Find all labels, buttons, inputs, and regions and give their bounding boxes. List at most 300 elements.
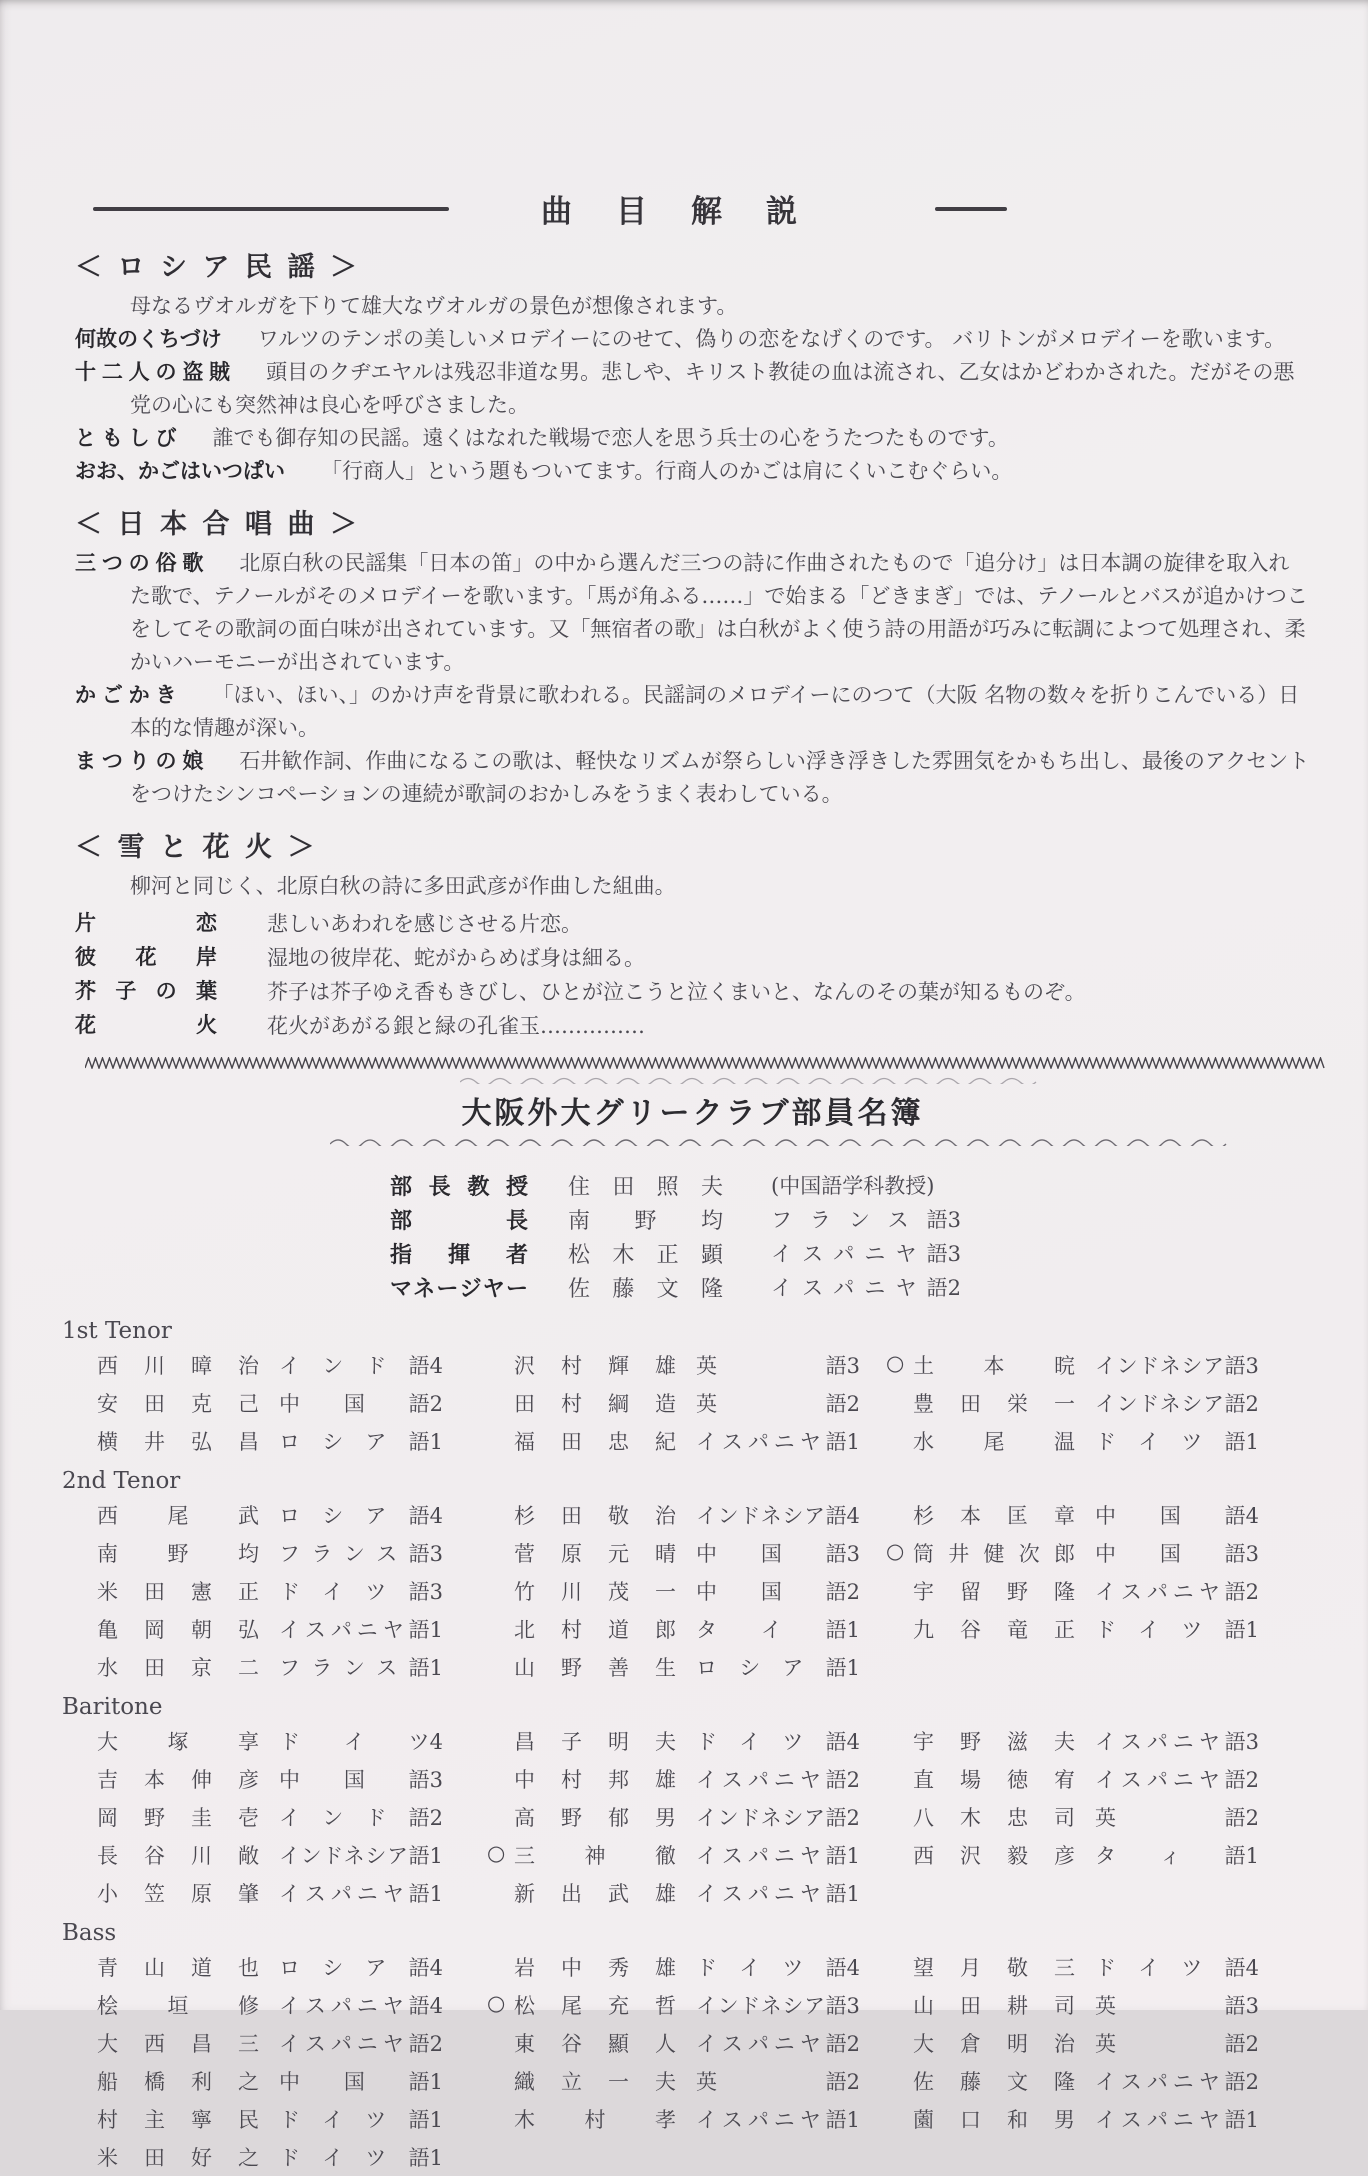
member-name-char: 北 <box>514 1618 535 1642</box>
member-name-char: 長 <box>97 1844 118 1868</box>
suite-song-item <box>75 907 1310 941</box>
member-language-char: シ <box>739 1656 761 1680</box>
member-language-char: シ <box>322 1430 344 1454</box>
voice-part-section <box>62 1694 1310 1912</box>
member-name-char: 田 <box>144 1580 165 1604</box>
song-note-text: 「ほい、ほい、」のかけ声を背景に歌われる。民謡詞のメロデイーにのつて（大阪 名物の数々を折りこんでいる）日本的な情趣が深い。 <box>130 683 1300 740</box>
member-name-char: 野 <box>561 1806 582 1830</box>
member-language-char: ヤ <box>799 1844 821 1868</box>
member-name <box>913 1726 1075 1756</box>
member-name-char: 秀 <box>608 1956 629 1980</box>
member-language <box>279 1990 443 2020</box>
section-heading-yuki: ＜ 雪 と 花 火 ＞ <box>75 832 319 862</box>
member-name <box>514 1764 676 1794</box>
suite-song-title-char: 花 <box>135 946 157 969</box>
member-language-char: 語2 <box>1224 1768 1259 1792</box>
member-language-char: イ <box>739 1956 761 1980</box>
member-name-char: 一 <box>655 1580 676 1604</box>
member-language <box>279 1538 443 1568</box>
member-language-char: ド <box>739 1504 761 1528</box>
member-language-char: ニ <box>773 1882 795 1906</box>
officer-name-char: 夫 <box>700 1174 723 1200</box>
member-language <box>1095 1802 1259 1832</box>
member-language-char: イ <box>1095 1392 1116 1416</box>
officer-role-char: ー <box>436 1275 459 1301</box>
member-name-char: 岡 <box>97 1806 118 1830</box>
member-language-char: ス <box>721 2032 743 2056</box>
roster-member <box>97 1422 514 1460</box>
officer-name-char: 住 <box>568 1174 591 1200</box>
member-language-char: 語3 <box>825 1542 860 1566</box>
member-language-char: 語2 <box>408 2032 443 2056</box>
roster-member <box>97 1346 514 1384</box>
member-name-char: 綱 <box>608 1392 629 1416</box>
section-japanese-chorus <box>75 502 1310 811</box>
member-name-char: 米 <box>97 2146 118 2170</box>
officer-role-char: 教 <box>467 1173 490 1199</box>
member-language-char: 語2 <box>1224 2070 1259 2094</box>
member-language <box>696 1802 860 1832</box>
member-language-char: シ <box>782 1806 804 1830</box>
suite-song-text: 悲しいあわれを感じさせる片恋。 <box>267 912 582 936</box>
member-language-char: ア <box>1202 1354 1224 1378</box>
officers-list <box>390 1168 1310 1304</box>
member-language-char: 語1 <box>1224 1844 1259 1868</box>
member-name <box>97 2066 259 2096</box>
member-language-char: パ <box>1146 1768 1168 1792</box>
member-name-char: 章 <box>1054 1504 1075 1528</box>
member-language <box>279 1426 443 1456</box>
member-language-char: ン <box>1116 1354 1138 1378</box>
member-language-char: イ <box>279 2032 300 2056</box>
member-language-char: ド <box>279 1580 300 1604</box>
member-language-char: パ <box>747 1844 769 1868</box>
member-name <box>514 1538 676 1568</box>
member-language-char: ア <box>365 1430 387 1454</box>
member-language-char: ド <box>279 1730 300 1754</box>
member-name-char: 口 <box>960 2108 981 2132</box>
roster-member <box>913 1572 1259 1610</box>
member-language-char: 中 <box>1095 1542 1116 1566</box>
roster-title: 大阪外大グリークラブ部員名簿 <box>461 1097 924 1130</box>
roster-member <box>97 2062 514 2100</box>
member-name-char: 道 <box>608 1618 629 1642</box>
officer-role-char: 者 <box>505 1241 528 1267</box>
member-name <box>514 1990 676 2020</box>
officer-role-char: ネ <box>413 1275 436 1301</box>
officer-role <box>390 1170 528 1201</box>
member-name-char: 享 <box>238 1730 259 1754</box>
roster-member <box>913 1798 1259 1836</box>
voice-part-label: Baritone <box>62 1694 163 1720</box>
voice-part-section <box>62 1920 1310 2176</box>
member-name-char: 哲 <box>655 1994 676 2018</box>
song-note-item <box>75 455 1310 488</box>
member-language <box>696 1388 860 1418</box>
member-language-char: イ <box>1095 2070 1116 2094</box>
member-name-char: 明 <box>608 1730 629 1754</box>
suite-song-text: 芥子は芥子ゆえ香もきびし、ひとが泣こうと泣くまいと、なんのその葉が知るものぞ。 <box>267 980 1086 1004</box>
song-note-text: 誰でも御存知の民謡。遠くはなれた戦場で恋人を思う兵士の心をうたつたものです。 <box>212 426 1009 450</box>
song-note-item <box>75 323 1310 356</box>
roster-member <box>886 1346 1259 1384</box>
member-language-char: ヤ <box>799 2032 821 2056</box>
member-language-char: ニ <box>356 1618 378 1642</box>
header-rule-left <box>93 207 449 211</box>
member-language <box>1095 1764 1259 1794</box>
officer-role-char: 長 <box>428 1173 451 1199</box>
member-language-char: パ <box>1146 2108 1168 2132</box>
voice-part-column <box>97 1948 514 2176</box>
member-language <box>696 1952 860 1982</box>
member-language-char: パ <box>1146 1730 1168 1754</box>
roster-member <box>97 2024 514 2062</box>
member-name-char: 村 <box>561 1392 582 1416</box>
member-language-char: タ <box>1095 1844 1116 1868</box>
roster-member <box>514 1534 913 1572</box>
officer-affiliation-char: ヤ <box>895 1276 917 1300</box>
member-name-char: 主 <box>144 2108 165 2132</box>
member-language-char: シ <box>1181 1354 1203 1378</box>
member-name-char: 山 <box>913 1994 934 2018</box>
member-language-char: ド <box>279 2108 300 2132</box>
voice-part-column <box>514 1346 913 1460</box>
member-name-char: 村 <box>97 2108 118 2132</box>
member-name-char: 田 <box>144 1392 165 1416</box>
member-name-char: 正 <box>1054 1618 1075 1642</box>
member-language-char: ア <box>803 1504 825 1528</box>
member-name-char: 輝 <box>608 1354 629 1378</box>
suite-song-item <box>75 975 1310 1009</box>
member-language <box>279 1952 443 1982</box>
member-name-char: 川 <box>144 1354 165 1378</box>
member-name-char: 温 <box>1054 1430 1075 1454</box>
member-language-char: 語2 <box>1224 1580 1259 1604</box>
roster-member <box>913 2100 1259 2138</box>
member-name <box>913 1840 1075 1870</box>
member-language-char: 語1 <box>825 1656 860 1680</box>
member-language-char: タ <box>696 1618 717 1642</box>
member-name-char: 郎 <box>655 1618 676 1642</box>
officer-affiliation-char: イ <box>771 1242 792 1266</box>
member-language-char: パ <box>747 1430 769 1454</box>
member-name-char: 山 <box>144 1956 165 1980</box>
officer-affiliation-char: イ <box>771 1276 792 1300</box>
zigzag-divider <box>85 1057 1310 1069</box>
voice-part-column <box>514 1496 913 1686</box>
member-language-char: ツ <box>365 2108 387 2132</box>
member-language-char: 語2 <box>1224 2032 1259 2056</box>
member-language-char: 語4 <box>408 1994 443 2018</box>
member-name <box>913 1802 1075 1832</box>
officer-role-char: ー <box>505 1275 528 1301</box>
member-language-char: ド <box>322 1844 344 1868</box>
member-language-char: ツ <box>365 1580 387 1604</box>
member-name-char: 晴 <box>655 1542 676 1566</box>
roster-member <box>514 1346 913 1384</box>
member-language-char: ド <box>739 1994 761 2018</box>
member-name-char: 井 <box>144 1430 165 1454</box>
member-language <box>696 1764 860 1794</box>
officer-affiliation: (中国語学科教授) <box>771 1174 935 1198</box>
member-name <box>913 2028 1075 2058</box>
member-language-char: シ <box>1181 1392 1203 1416</box>
member-roster <box>62 1318 1310 2176</box>
member-name-char: 水 <box>913 1430 934 1454</box>
member-language-char: ヤ <box>799 1882 821 1906</box>
roster-member <box>514 2100 913 2138</box>
member-name-char: 薗 <box>913 2108 934 2132</box>
member-language-char: 語2 <box>825 2032 860 2056</box>
member-name-char: 己 <box>238 1392 259 1416</box>
member-name-char: 村 <box>584 2108 606 2132</box>
song-note-label: ま つ り の 娘 <box>75 750 204 773</box>
member-language-char: イ <box>1095 2108 1116 2132</box>
member-language-char: ロ <box>279 1956 300 1980</box>
member-name-char: 雄 <box>655 1956 676 1980</box>
member-name-char: 隆 <box>1054 2070 1075 2094</box>
member-name-char: 米 <box>97 1580 118 1604</box>
member-language-char: ア <box>365 1504 387 1528</box>
member-name-char: 朝 <box>191 1618 212 1642</box>
member-language-char: ヤ <box>1198 1730 1220 1754</box>
member-language-char: ス <box>1120 2070 1142 2094</box>
voice-part-section <box>62 1318 1310 1460</box>
member-name-char: 茂 <box>608 1580 629 1604</box>
member-name-char: 子 <box>561 1730 582 1754</box>
member-language-char: 語1 <box>408 1844 443 1868</box>
member-language-char: イ <box>696 2108 717 2132</box>
member-name-char: 川 <box>561 1580 582 1604</box>
member-language-char: 語3 <box>1224 1730 1259 1754</box>
member-name-char: 木 <box>960 1806 981 1830</box>
roster-member <box>913 1836 1259 1874</box>
officer-name <box>568 1238 723 1269</box>
officer-row <box>390 1236 1310 1270</box>
member-language <box>1095 2104 1259 2134</box>
member-language-char: ス <box>1120 1580 1142 1604</box>
member-name-char: 田 <box>561 1504 582 1528</box>
roster-member <box>913 2062 1259 2100</box>
section-intro-yuki: 柳河と同じく、北原白秋の詩に多田武彦が作曲した組曲。 <box>130 874 676 898</box>
member-name-char: 男 <box>655 1806 676 1830</box>
member-name-char: 野 <box>167 1542 189 1566</box>
member-name-char: 晥 <box>1054 1354 1075 1378</box>
member-language-char: ア <box>803 1806 825 1830</box>
member-language-char: ニ <box>1172 1730 1194 1754</box>
member-language-char: 語1 <box>408 2146 443 2170</box>
member-language-char: 語3 <box>825 1994 860 2018</box>
member-name-char: 竹 <box>514 1580 535 1604</box>
member-language-char: ン <box>717 1994 739 2018</box>
roster-member <box>487 1836 913 1874</box>
member-name-char: 田 <box>144 2146 165 2170</box>
member-name-char: 克 <box>191 1392 212 1416</box>
member-name-char: 明 <box>1007 2032 1028 2056</box>
member-language-char: 中 <box>279 2070 300 2094</box>
roster-member <box>97 1534 514 1572</box>
member-name-char: 佐 <box>913 2070 934 2094</box>
roster-member <box>913 1610 1259 1648</box>
member-name-char: 直 <box>913 1768 934 1792</box>
member-name-char: 顯 <box>608 2032 629 2056</box>
officer-affiliation-char: パ <box>833 1276 855 1300</box>
member-language-char: 語2 <box>1224 1392 1259 1416</box>
member-language-char: シ <box>782 1994 804 2018</box>
member-language-char: ア <box>782 1656 804 1680</box>
member-language-char: ス <box>304 1994 326 2018</box>
member-name-char: 谷 <box>561 2032 582 2056</box>
member-name-char: 也 <box>238 1956 259 1980</box>
member-language-char: ヤ <box>382 2032 404 2056</box>
suite-song-title <box>75 907 217 941</box>
member-name <box>514 1952 676 1982</box>
member-name <box>514 1840 676 1870</box>
song-note-item <box>75 547 1310 679</box>
member-language-char: 語4 <box>408 1504 443 1528</box>
member-language-char: ン <box>1116 1392 1138 1416</box>
member-name-char: 弘 <box>238 1618 259 1642</box>
member-language-char: イ <box>696 2032 717 2056</box>
member-name <box>514 1878 676 1908</box>
officer-role <box>390 1204 528 1235</box>
member-language <box>1095 1840 1259 1870</box>
member-language-char: イ <box>696 1844 717 1868</box>
song-note-label: 三 つ の 俗 歌 <box>75 552 204 575</box>
member-language-char: 語1 <box>825 1430 860 1454</box>
member-language <box>1095 1500 1259 1530</box>
member-language-char: ヤ <box>1198 1580 1220 1604</box>
member-language-char: 語1 <box>408 1430 443 1454</box>
section-russian-folk <box>75 245 1310 488</box>
member-name-char: 豊 <box>913 1392 934 1416</box>
member-language-char: ス <box>376 1542 398 1566</box>
member-language-char: 語2 <box>1224 1806 1259 1830</box>
member-language-char: パ <box>1146 2070 1168 2094</box>
member-language-char: 中 <box>1095 1504 1116 1528</box>
member-name-char: 月 <box>960 1956 981 1980</box>
member-name-char: 一 <box>608 2070 629 2094</box>
member-language-char: 語1 <box>1224 1430 1259 1454</box>
member-name-char: 西 <box>144 2032 165 2056</box>
member-name-char: 武 <box>238 1504 259 1528</box>
member-language-char: 語2 <box>825 1392 860 1416</box>
suite-song-title <box>75 941 217 975</box>
member-language <box>696 1990 860 2020</box>
member-name-char: 岩 <box>514 1956 535 1980</box>
song-note-item <box>75 745 1310 811</box>
member-language <box>696 1840 860 1870</box>
member-name <box>514 1388 676 1418</box>
member-language-char: ン <box>322 1354 344 1378</box>
member-language-char: ス <box>376 1656 398 1680</box>
member-name-char: 徹 <box>655 1844 676 1868</box>
suite-song-title-char: 岸 <box>196 946 217 969</box>
member-name-char: 西 <box>97 1504 118 1528</box>
member-language-char: イ <box>1095 1580 1116 1604</box>
member-language-char: ス <box>721 1430 743 1454</box>
member-name <box>514 1802 676 1832</box>
member-language-char: シ <box>782 1504 804 1528</box>
roster-member <box>514 1610 913 1648</box>
member-name-char: 孝 <box>655 2108 676 2132</box>
member-language-char: イ <box>279 1994 300 2018</box>
member-name-char: 利 <box>191 2070 212 2094</box>
member-language-char: 語1 <box>825 1844 860 1868</box>
member-name-char: 岡 <box>144 1618 165 1642</box>
member-language-char: ン <box>717 1504 739 1528</box>
member-language-char: ネ <box>343 1844 365 1868</box>
member-name-char: 昌 <box>191 2032 212 2056</box>
member-name-char: 忠 <box>608 1430 629 1454</box>
suite-song-item <box>75 941 1310 975</box>
member-language <box>696 1500 860 1530</box>
member-name-char: 望 <box>913 1956 934 1980</box>
member-name <box>514 2028 676 2058</box>
roster-member <box>97 1496 514 1534</box>
leader-circle-mark: ○ <box>487 1841 506 1865</box>
member-language <box>696 2028 860 2058</box>
member-language-char: ニ <box>356 1994 378 2018</box>
member-language-char: ス <box>304 2032 326 2056</box>
member-language-char: ス <box>304 1618 326 1642</box>
section-roster <box>62 1088 1310 2176</box>
member-language-char: ネ <box>760 1994 782 2018</box>
member-language <box>1095 1538 1259 1568</box>
voice-part-columns <box>97 1496 1310 1686</box>
member-name-char: 原 <box>191 1882 212 1906</box>
member-language-char: ネ <box>1159 1392 1181 1416</box>
member-language-char: 語1 <box>825 2108 860 2132</box>
member-language-char: ツ <box>1181 1956 1203 1980</box>
roster-member <box>913 1948 1259 1986</box>
member-name <box>97 2142 259 2172</box>
member-name <box>97 1764 259 1794</box>
voice-part-column <box>913 1722 1259 1912</box>
member-language-char: ス <box>721 1844 743 1868</box>
suite-song-title-char: 花 <box>75 1014 96 1037</box>
member-language-char: 語3 <box>408 1580 443 1604</box>
member-name-char: 竜 <box>1007 1618 1028 1642</box>
member-language-char: ド <box>696 1730 717 1754</box>
member-name <box>97 2104 259 2134</box>
member-name-char: 敬 <box>608 1504 629 1528</box>
roster-member <box>97 1384 514 1422</box>
member-language-char: 語3 <box>1224 1994 1259 2018</box>
wavy-divider-under-title <box>330 1136 1310 1146</box>
member-language <box>279 1802 443 1832</box>
member-language-char: ラ <box>311 1542 333 1566</box>
song-note-text: 北原白秋の民謡集「日本の笛」の中から選んだ三つの詩に作曲されたもので「追分け」は日本調の旋律を取入れた歌で、テノールがそのメロデイーを歌います。「馬が角ふる……」で始まる「どきまぎ」では、テノールとバスが追かけつこをしてその歌詞の面白味が出されています。又「無宿者の歌」は白秋がよく使う詩の用語が巧みに転調によつて処理され、柔かいハーモニーが出されています。 <box>130 551 1308 674</box>
member-language-char: パ <box>747 2108 769 2132</box>
member-language-char: 国 <box>1159 1542 1181 1566</box>
member-language-char: イ <box>322 2146 344 2170</box>
member-name-char: 田 <box>514 1392 535 1416</box>
member-language <box>279 1652 443 1682</box>
member-name-char: 三 <box>514 1844 535 1868</box>
member-name-char: 雄 <box>655 1882 676 1906</box>
member-language <box>696 1576 860 1606</box>
member-name-char: 村 <box>561 1768 582 1792</box>
member-name-char: 笠 <box>144 1882 165 1906</box>
member-name-char: 司 <box>1054 1806 1075 1830</box>
member-name-char: 野 <box>1007 1580 1028 1604</box>
member-language-char: 国 <box>760 1580 782 1604</box>
voice-part-columns <box>97 1948 1310 2176</box>
officer-affiliation <box>771 1272 961 1302</box>
member-name-char: 菅 <box>514 1542 535 1566</box>
suite-song-title-char: 火 <box>196 1014 217 1037</box>
